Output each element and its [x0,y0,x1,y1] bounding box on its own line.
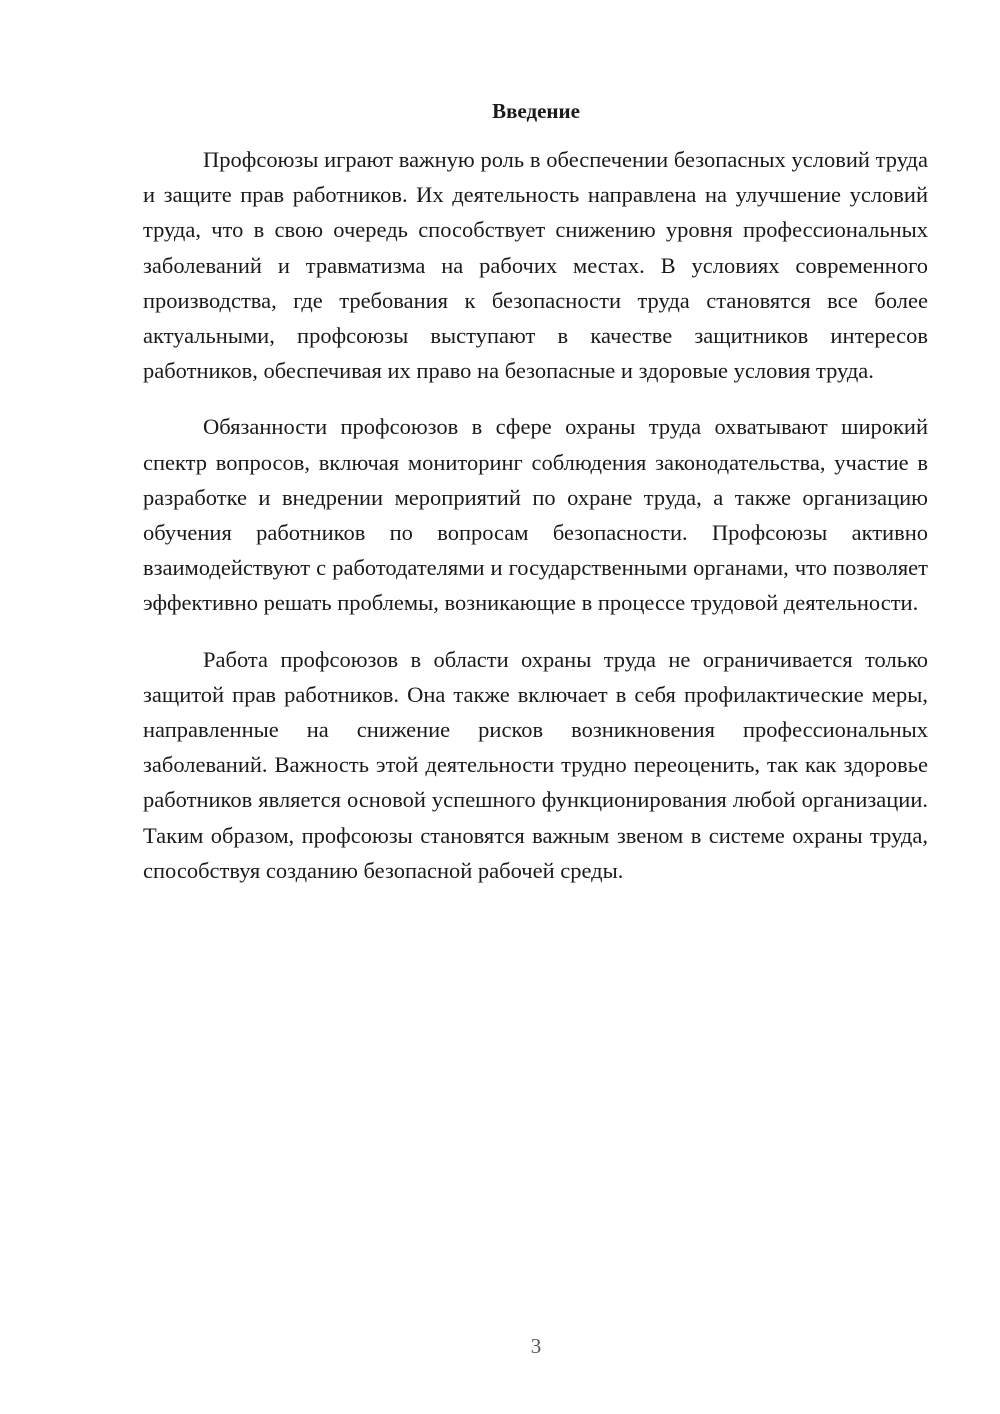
paragraph-1: Профсоюзы играют важную роль в обеспечении безопасных условий труда и защите прав работников. Их деятельность направлена на улучшение условий труда, что в свою очередь способствует снижению уровня профессиональных заболеваний и травматизма на рабочих местах. В условиях современного производства, где требования к безопасности труда становятся все более актуальными, профсоюзы выступают в качестве защитников интересов работников, обеспечивая их право на безопасные и здоровые условия труда. [143,147,928,384]
paragraph-2: Обязанности профсоюзов в сфере охраны труда охватывают широкий спектр вопросов, включая мониторинг соблюдения законодательства, участие в разработке и внедрении мероприятий по охране труда, а также организацию обучения работников по вопросам безопасности. Профсоюзы активно взаимодействуют с работодателями и государственными органами, что позволяет эффективно решать проблемы, возникающие в процессе трудовой деятельности. [143,414,928,616]
section-heading: Введение [492,99,580,123]
page-number: 3 [530,1334,542,1358]
body-text [143,142,928,909]
paragraph-3: Работа профсоюзов в области охраны труда не ограничивается только защитой прав работников. Она также включает в себя профилактические меры, направленные на снижение рисков возникновения профессиональных заболеваний. Важность этой деятельности трудно переоценить, так как здоровье работников является основой успешного функционирования любой организации. Таким образом, профсоюзы становятся важным звеном в системе охраны труда, способствуя созданию безопасной рабочей среды. [143,646,928,883]
